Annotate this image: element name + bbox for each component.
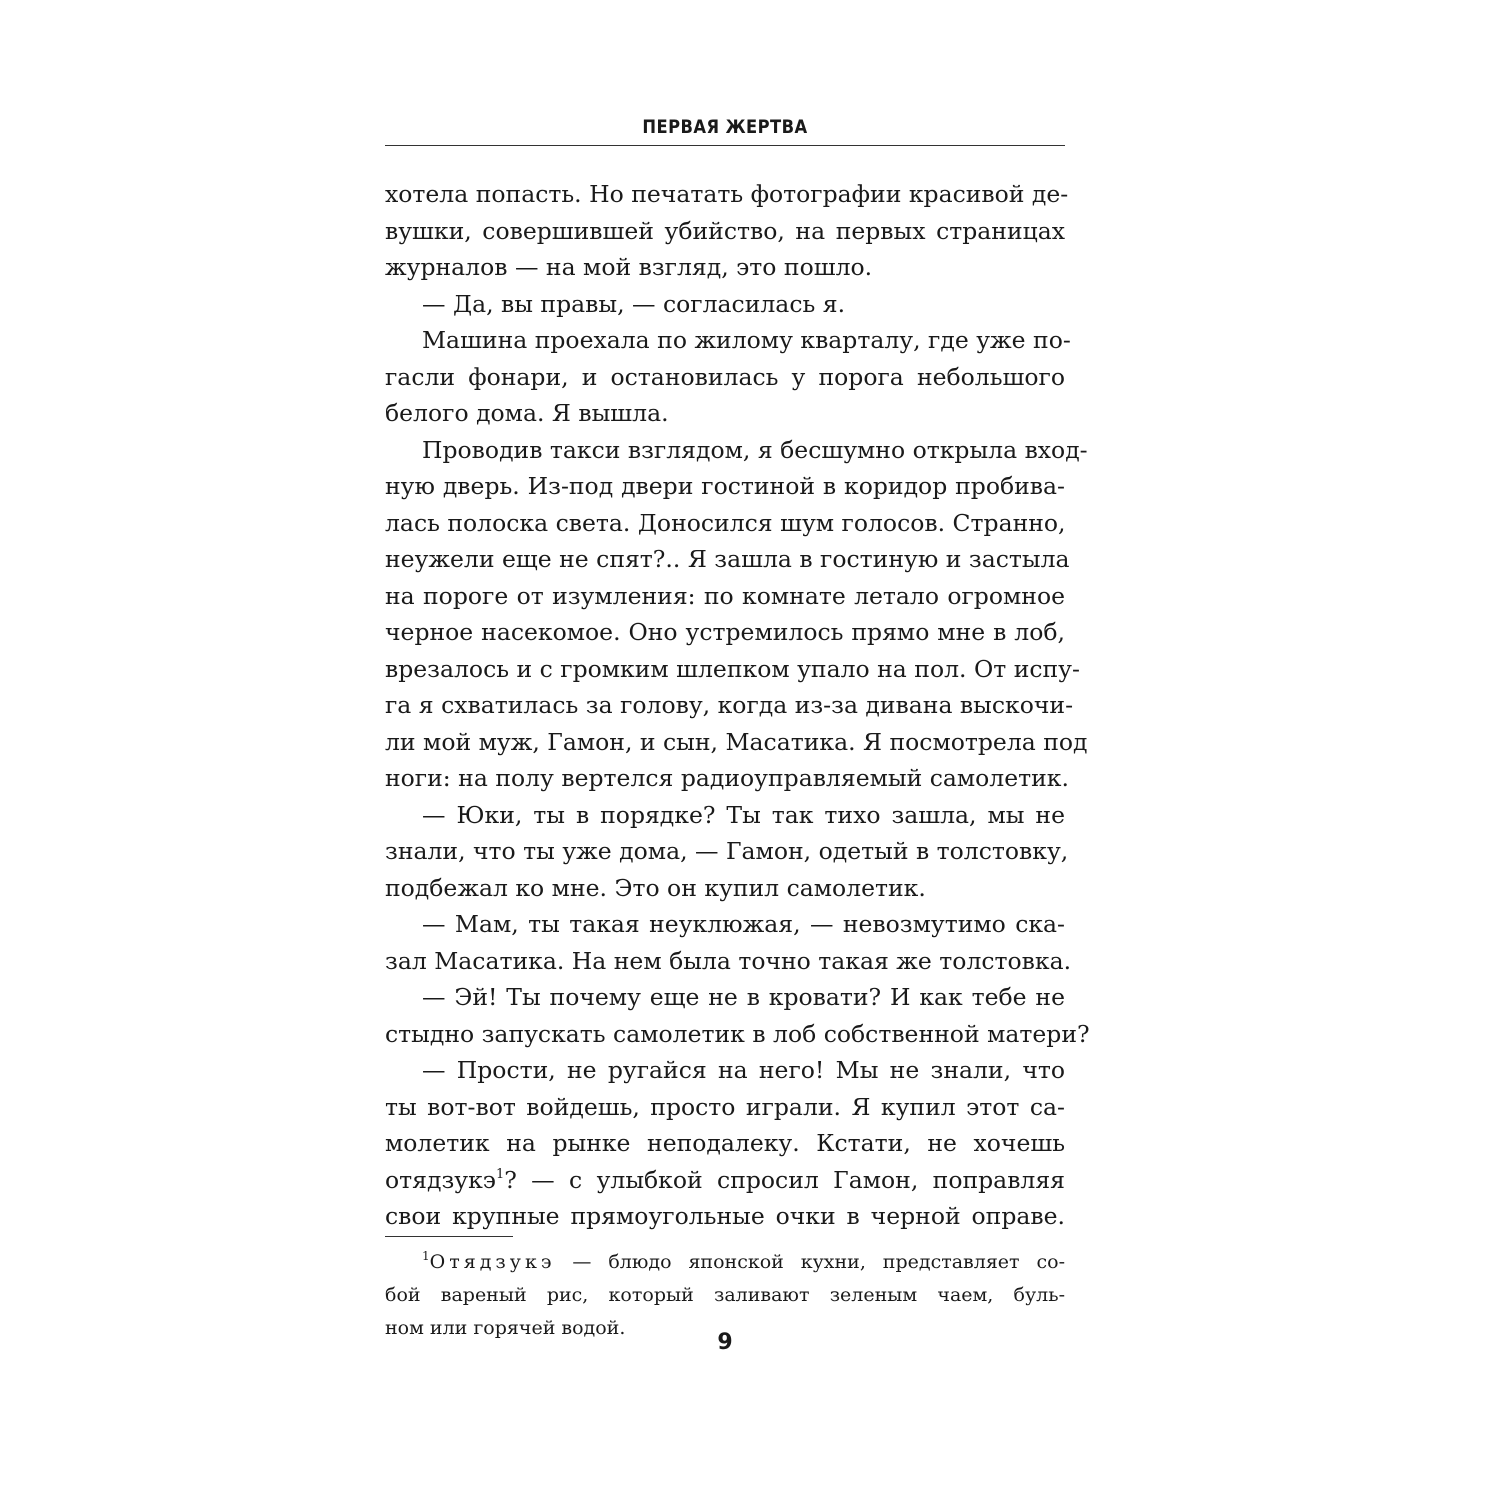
text-line: Проводив такси взглядом, я бесшумно открыла вход- <box>422 435 1088 464</box>
footnote-line: ном или горячей водой. <box>385 1317 626 1339</box>
text-line: — Прости, не ругайся на него! Мы не знали, что <box>422 1056 1065 1084</box>
text-fragment: ? — с улыбкой спросил Гамон, поправляя <box>504 1165 1065 1194</box>
text-line: — Да, вы правы, — согласилась я. <box>422 289 846 318</box>
text-fragment: отядзукэ <box>385 1165 496 1194</box>
footnote-rule <box>385 1236 513 1237</box>
text-line: вушки, совершившей убийство, на первых страницах <box>385 216 1065 245</box>
text-line: га я схватилась за голову, когда из-за дивана выскочи- <box>385 691 1074 719</box>
footnote-line: бой вареный рис, который заливают зеленым чаем, буль- <box>385 1284 1065 1306</box>
text-line: хотела попасть. Но печатать фотографии красивой де- <box>385 180 1069 208</box>
text-line: Машина проехала по жилому кварталу, где уже по- <box>422 326 1071 354</box>
text-line: ную дверь. Из-под двери гостиной в коридор пробива- <box>385 472 1065 500</box>
book-page <box>385 0 1090 1500</box>
text-line: стыдно запускать самолетик в лоб собственной матери? <box>385 1019 1090 1048</box>
text-line: молетик на рынке неподалеку. Кстати, не хочешь <box>385 1129 1065 1157</box>
text-line: журналов — на мой взгляд, это пошло. <box>385 253 873 281</box>
header-rule <box>385 145 1065 146</box>
text-line: — Мам, ты такая неуклюжая, — невозмутимо ска- <box>422 910 1065 938</box>
text-line: подбежал ко мне. Это он купил самолетик. <box>385 873 926 902</box>
text-line: свои крупные прямоугольные очки в черной оправе. <box>385 1202 1065 1230</box>
page-number: 9 <box>717 1330 733 1355</box>
running-head: ПЕРВАЯ ЖЕРТВА <box>642 116 808 138</box>
text-line: знали, что ты уже дома, — Гамон, одетый в толстовку, <box>385 837 1069 865</box>
text-line: на пороге от изумления: по комнате летало огромное <box>385 581 1065 610</box>
text-line: неужели еще не спят?.. Я зашла в гостиную и застыла <box>385 545 1070 573</box>
text-line: ты вот-вот войдешь, просто играли. Я купил этот са- <box>385 1092 1065 1121</box>
text-line: ли мой муж, Гамон, и сын, Масатика. Я посмотрела под <box>385 727 1088 756</box>
text-line: белого дома. Я вышла. <box>385 399 669 427</box>
text-line: — Юки, ты в порядке? Ты так тихо зашла, мы не <box>422 800 1065 829</box>
footnote-reference: 1 <box>495 1166 505 1182</box>
text-line: черное насекомое. Оно устремилось прямо мне в лоб, <box>385 618 1065 646</box>
footnote-term: Отядзукэ <box>429 1251 556 1273</box>
footnote-marker: 1 <box>422 1249 430 1263</box>
body-text <box>385 176 1090 1235</box>
text-line: зал Масатика. На нем была точно такая же толстовка. <box>385 946 1072 975</box>
footnote-text: — блюдо японской кухни, представляет со- <box>555 1251 1065 1273</box>
text-line: врезалось и с громким шлепком упало на пол. От испу- <box>385 654 1080 683</box>
text-line: лась полоска света. Доносился шум голосов. Странно, <box>385 508 1066 537</box>
text-line-with-footnote-ref <box>385 1162 1065 1199</box>
text-line: ноги: на полу вертелся радиоуправляемый самолетик. <box>385 764 1069 792</box>
footnote-line <box>385 1246 1065 1279</box>
text-line: гасли фонари, и остановилась у порога небольшого <box>385 362 1065 391</box>
text-line: — Эй! Ты почему еще не в кровати? И как тебе не <box>422 983 1065 1011</box>
